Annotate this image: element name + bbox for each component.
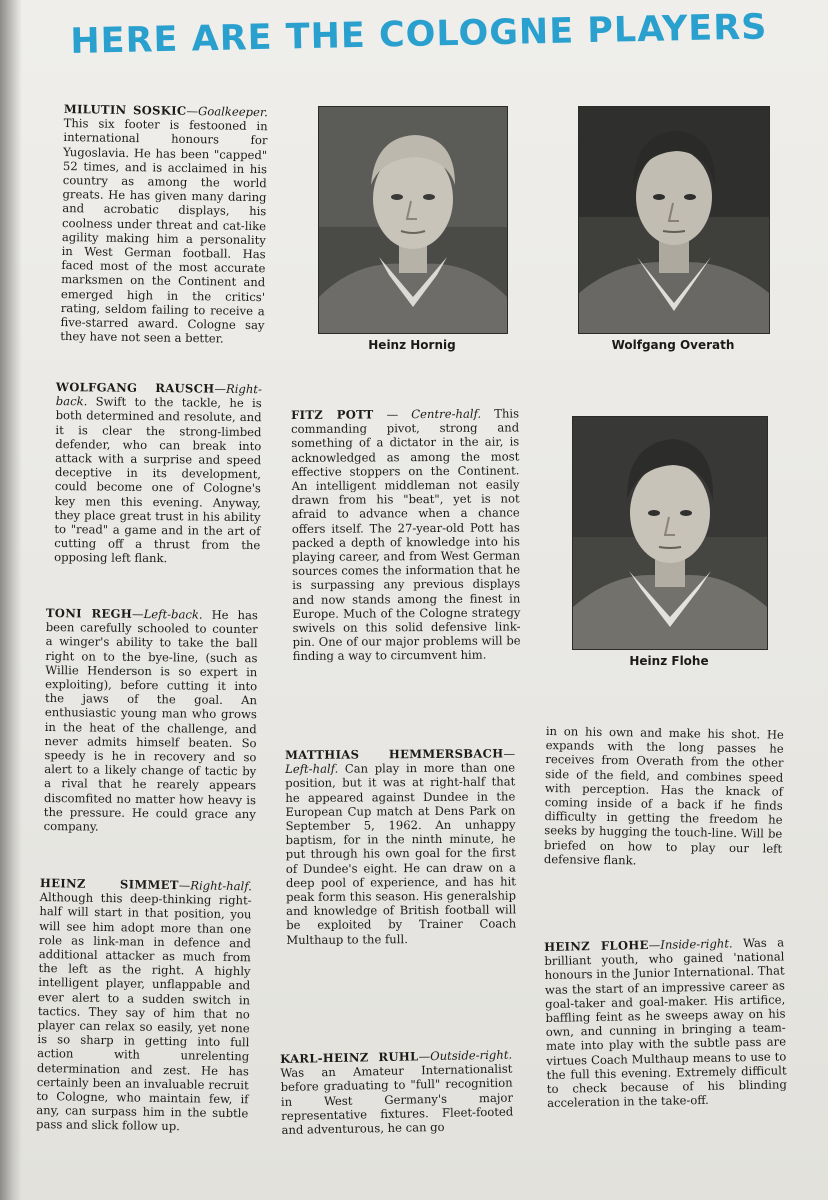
photo-heinz-flohe xyxy=(572,416,768,650)
player-role: Right-back. xyxy=(55,381,262,409)
player-role: Left-back. xyxy=(143,607,203,622)
player-name: HEINZ FLOHE xyxy=(544,937,649,954)
portrait-image xyxy=(319,107,507,333)
player-bio-simmet: HEINZ SIMMET—Right-half. Although this deep-thinking right-half will start in that position, you will see him adopt more than one role as link-man in defence and additional attacker as much from the left as the right. A highly intelligent player, unflappable and ever alert to a sudden switch in tactics. They say of him that no player can relax so easily, yet none is so sharp in getting into full action with unrelenting determination and zest. He has certainly been an invaluable recruit to Cologne, who maintain few, if any, can surpass him in the subtle pass and slick follow up. xyxy=(35,876,252,1134)
player-bio-rausch: WOLFGANG RAUSCH—Right-back. Swift to the tackle, he is both determined and resolute, and it is clear the strong-limbed defender, who can break into attack with a surprise and speed deceptive in its development, could become one of Cologne's key men this evening. Anyway, they place great trust in his ability to "read" a game and in the art of cutting off a thrust from the opposing left flank. xyxy=(54,380,262,566)
player-bio-flohe: HEINZ FLOHE—Inside-right. Was a brilliant youth, who gained 'national honours in the Junior International. That was the start of an impressive career as goal-taker and goal-maker. His artifice, baffling feint as he sweeps away on his own, and cunning in bringing a team-mate into play with the subtle pass are virtues Coach Multhaup means to use to the full this evening. Extremely difficult to check because of his blinding acceleration in the take-off. xyxy=(544,935,787,1111)
player-bio-ruhl: KARL-HEINZ RUHL—Outside-right. Was an Amateur Internationalist before graduating to "full" recognition in West Germany's major representative fixtures. Fleet-footed and adventurous, he can go xyxy=(280,1047,514,1137)
photo-caption-overath: Wolfgang Overath xyxy=(611,338,735,352)
player-body: Swift to the tackle, he is both determined and resolute, and it is clear the strong-limbed defender, who can break into attack with a surprise and speed deceptive in its development, could become one of Cologne's key men this evening. Anyway, they place great trust in his ability to "read" a game and in the art of cutting off a thrust from the opposing left flank. xyxy=(54,394,262,566)
player-name: MILUTIN SOSKIC xyxy=(63,102,187,118)
photo-caption-flohe: Heinz Flohe xyxy=(629,654,709,668)
portrait-image xyxy=(573,417,767,649)
player-name: WOLFGANG RAUSCH xyxy=(55,380,215,396)
player-name: HEINZ SIMMET xyxy=(39,876,179,893)
player-bio-hemmersbach: MATTHIAS HEMMERSBACH—Left-half. Can play in more than one position, but it was at right-half that he appeared against Dundee in the European Cup match at Dens Park on September 5, 1962. An unhappy baptism, for in the ninth minute, he put through his own goal for the first of Dundee's eight. He can draw on a deep pool of experience, and has hit peak form this season. His generalship and knowledge of British football will be exploited by Trainer Coach Multhaup to the full. xyxy=(285,746,517,947)
portrait-image xyxy=(579,107,769,333)
player-role: Left-half. xyxy=(285,761,339,777)
player-bio-ruhl-continued: in on his own and make his shot. He expands with the long passes he receives from Overath from the other side of the field, and combines speed with perception. Has the knack of coming inside of a back if he finds difficulty in getting the freedom he seeks by hugging the touch-line. Will be briefed on how to play our left defensive flank. xyxy=(543,724,784,868)
player-name: KARL-HEINZ RUHL xyxy=(280,1049,419,1066)
player-body: Was an Amateur Internationalist before graduating to "full" recognition in West Germany's major representative fixtures. Fleet-footed and adventurous, he can go xyxy=(280,1061,514,1137)
player-role: Goalkeeper. xyxy=(197,104,268,120)
player-name: MATTHIAS HEMMERSBACH xyxy=(285,746,504,762)
player-name: FITZ POTT xyxy=(291,407,374,422)
player-body: This commanding pivot, strong and something of a dictator in the air, is acknowledged as among the most effective stoppers on the Continent. An intelligent middleman not easily drawn from his "beat", yet is not afraid to advance when a chance offers itself. The 27-year-old Pott has packed a depth of knowledge into his playing career, and from West German sources comes the information that he is surpassing any previous displays and now stands among the finest in Europe. Much of the Cologne strategy swivels on this solid defensive link-pin. One of our major problems will be finding a way to circumvent him. xyxy=(291,406,521,664)
player-body: Can play in more than one position, but it was at right-half that he appeared against Dundee in the European Cup match at Dens Park on September 5, 1962. An unhappy baptism, for in the ninth minute, he put through his own goal for the first of Dundee's eight. He can draw on a deep pool of experience, and has hit peak form this season. His generalship and knowledge of British football will be exploited by Trainer Coach Multhaup to the full. xyxy=(285,760,517,947)
page-spine-shadow xyxy=(0,0,22,1200)
player-body: He has been carefully schooled to counter a winger's ability to take the ball right on to the bye-line, (such as Willie Henderson is so expert in exploiting), before cutting it into the jaws of the goal. An enthusiastic young man who grows in the heat of the challenge, and never admits himself beaten. So speedy is he in recovery and so alert to a likely change of tactic by a rival that he rearely appears discomfited no matter how heavy is the pressure. He could grace any company. xyxy=(43,607,258,834)
player-bio-regh: TONI REGH—Left-back. He has been carefully schooled to counter a winger's ability to take the ball right on to the bye-line, (such as Willie Henderson is so expert in exploiting), before cutting it into the jaws of the goal. An enthusiastic young man who grows in the heat of the challenge, and never admits himself beaten. So speedy is he in recovery and so alert to a likely change of tactic by a rival that he rearely appears discomfited no matter how heavy is the pressure. He could grace any company. xyxy=(43,606,258,834)
player-role: Outside-right. xyxy=(429,1047,513,1064)
player-role: Inside-right. xyxy=(660,936,733,952)
photo-heinz-hornig xyxy=(318,106,508,334)
player-name: TONI REGH xyxy=(45,606,133,621)
player-body: This six footer is festooned in international honours for Yugoslavia. He has been "capped" 52 times, and is acclaimed in his country as among the world greats. He has given many daring and acrobatic displays, his coolness under threat and cat-like agility making him a personality in West German football. Has faced most of the most accurate marksmen on the Continent and emerged high in the critics' rating, seldom failing to receive a five-starred award. Cologne say they have not seen a better. xyxy=(60,116,268,346)
page-headline: HERE ARE THE COLOGNE PLAYERS xyxy=(70,7,768,62)
photo-caption-hornig: Heinz Hornig xyxy=(368,338,456,352)
player-body: Was a brilliant youth, who gained 'national honours in the Junior International. That was the start of an impressive career as goal-taker and goal-maker. His artifice, baffling feint as he sweeps away on his own, and cunning in bringing a team-mate into play with the subtle pass are virtues Coach Multhaup means to use to the full this evening. Extremely difficult to check because of his blinding acceleration in the take-off. xyxy=(544,935,787,1111)
player-body: Although this deep-thinking right-half will start in that position, you will see him adopt more than one role as link-man in defence and additional attacker as much from the left as the right. A highly intelligent player, unflappable and ever alert to a sudden switch in tactics. They say of him that no player can relax so easily, yet none is so sharp in getting into full action with unrelenting determination and zest. He has certainly been an invaluable recruit to Cologne, who maintain few, if any, can surpass him in the subtle pass and slick follow up. xyxy=(35,890,252,1134)
player-bio-soskic: MILUTIN SOSKIC—Goalkeeper. This six footer is festooned in international honours for Yugoslavia. He has been "capped" 52 times, and is acclaimed in his country as among the world greats. He has given many daring and acrobatic displays, his coolness under threat and cat-like agility making him a personality in West German football. Has faced most of the most accurate marksmen on the Continent and emerged high in the critics' rating, seldom failing to receive a five-starred award. Cologne say they have not seen a better. xyxy=(60,102,268,346)
player-bio-pott: FITZ POTT — Centre-half. This commanding pivot, strong and something of a dictator in the air, is acknowledged as among the most effective stoppers on the Continent. An intelligent middleman not easily drawn from his "beat", yet is not afraid to advance when a chance offers itself. The 27-year-old Pott has packed a depth of knowledge into his playing career, and from West German sources comes the information that he is surpassing any previous displays and now stands among the finest in Europe. Much of the Cologne strategy swivels on this solid defensive link-pin. One of our major problems will be finding a way to circumvent him. xyxy=(291,406,521,664)
photo-wolfgang-overath xyxy=(578,106,770,334)
player-role: Right-half. xyxy=(190,878,252,894)
player-role: Centre-half. xyxy=(411,406,482,422)
